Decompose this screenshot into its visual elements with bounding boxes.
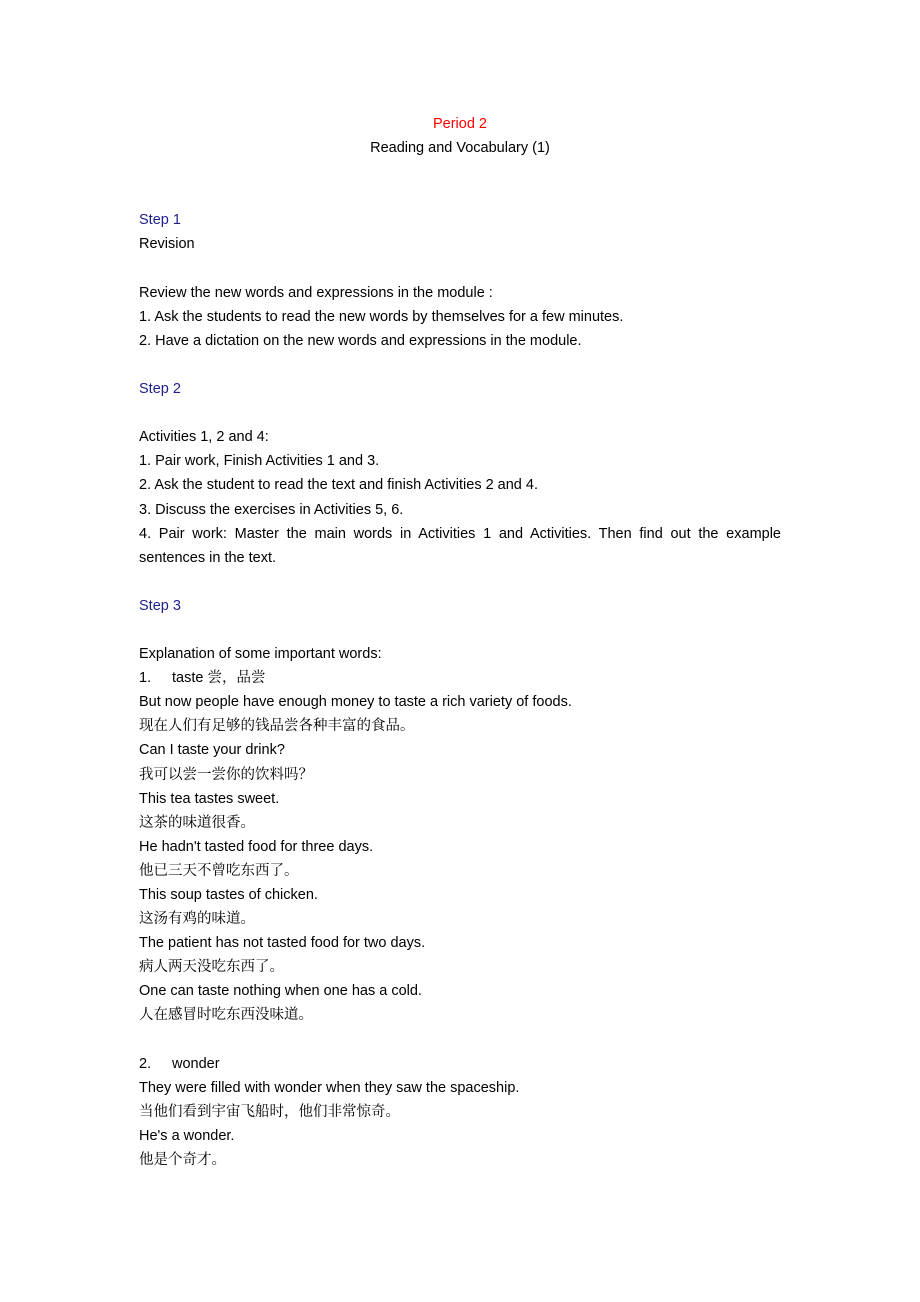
step2-intro: Activities 1, 2 and 4:	[139, 429, 269, 446]
example-translation: 人在感冒时吃东西没味道。	[139, 1007, 313, 1024]
example-translation: 病人两天没吃东西了。	[139, 959, 284, 976]
word-headword: taste 尝，品尝	[172, 670, 266, 687]
example-sentence: This tea tastes sweet.	[139, 790, 280, 807]
step1-item: 2. Have a dictation on the new words and expressions in the module.	[139, 332, 582, 349]
word-entry-taste	[139, 666, 781, 690]
word-entry-wonder	[139, 1052, 781, 1076]
example-sentence: This soup tastes of chicken.	[139, 887, 318, 903]
step1-heading: Step 1	[139, 212, 181, 229]
example-translation: 这茶的味道很香。	[139, 814, 255, 831]
example-translation: 他是个奇才。	[139, 1152, 226, 1169]
step1-intro: Review the new words and expressions in the module :	[139, 284, 493, 301]
period-title: Period 2	[432, 116, 487, 132]
example-sentence: They were filled with wonder when they saw the spaceship.	[139, 1079, 520, 1096]
step3-heading: Step 3	[139, 597, 181, 614]
example-sentence: Can I taste your drink?	[139, 742, 285, 759]
example-sentence: He's a wonder.	[139, 1127, 235, 1144]
example-sentence: But now people have enough money to taste a rich variety of foods.	[139, 694, 572, 711]
step2-item: 2. Ask the student to read the text and finish Activities 2 and 4.	[139, 477, 538, 494]
step1-title: Revision	[139, 236, 195, 253]
example-translation: 当他们看到宇宙飞船时，他们非常惊奇。	[139, 1103, 400, 1120]
lesson-subtitle: Reading and Vocabulary (1)	[370, 140, 550, 157]
example-sentence: He hadn't tasted food for three days.	[139, 838, 374, 855]
word-number: 1.	[139, 670, 152, 687]
step3-intro: Explanation of some important words:	[139, 646, 382, 663]
word-number: 2.	[139, 1055, 152, 1072]
step2-item: 3. Discuss the exercises in Activities 5, 6.	[139, 501, 404, 518]
example-translation: 这汤有鸡的味道。	[139, 911, 255, 928]
step2-item: 4. Pair work: Master the main words in Activities 1 and Activities. Then find out the example sentences in the text.	[139, 525, 781, 566]
word-headword: wonder	[172, 1055, 220, 1072]
step2-heading: Step 2	[139, 381, 181, 398]
step2-item: 1. Pair work, Finish Activities 1 and 3.	[139, 453, 380, 470]
step1-item: 1. Ask the students to read the new words by themselves for a few minutes.	[139, 308, 624, 325]
example-translation: 现在人们有足够的钱品尝各种丰富的食品。	[139, 718, 415, 735]
example-translation: 他已三天不曾吃东西了。	[139, 862, 299, 879]
example-sentence: One can taste nothing when one has a cold.	[139, 983, 422, 1000]
example-sentence: The patient has not tasted food for two days.	[139, 935, 426, 952]
example-translation: 我可以尝一尝你的饮料吗？	[139, 766, 313, 783]
